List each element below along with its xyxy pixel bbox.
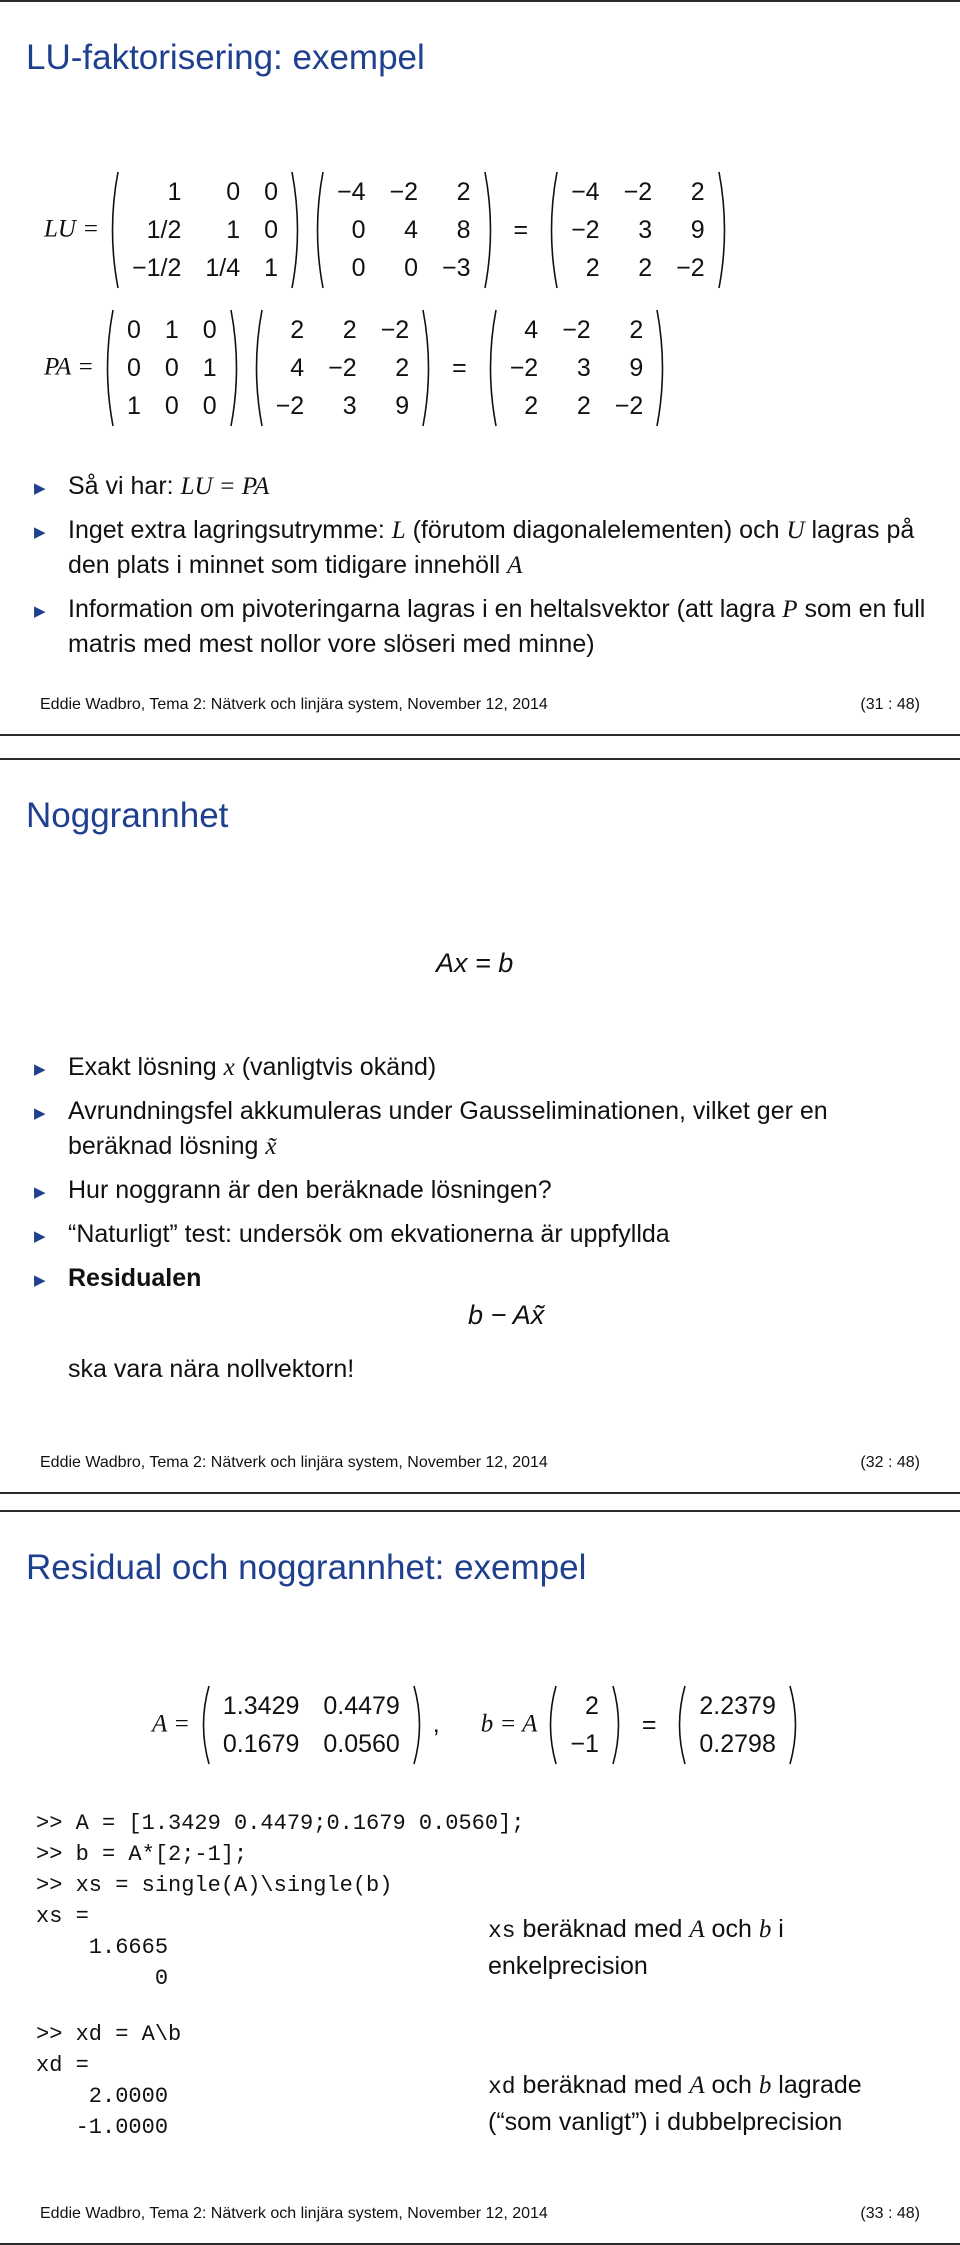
matrix-cell: −2 — [571, 215, 600, 244]
bullet-item: ▶ Avrundningsfel akkumuleras under Gausseliminationen, vilket ger en beräknad lösning x̃ — [68, 1094, 930, 1164]
matrix-cell: 2 — [290, 315, 305, 344]
matrix-cell: −2 — [275, 391, 305, 420]
matrix-cell: 1/4 — [205, 253, 241, 282]
matrix-cell: −1 — [570, 1729, 599, 1758]
slide-title: Noggrannhet — [26, 796, 229, 835]
matrix-grid — [558, 1687, 611, 1763]
footer-text: Eddie Wadbro, Tema 2: Nätverk och linjära system, November 12, 2014 — [40, 696, 548, 713]
equals-sign: = — [452, 353, 467, 382]
pa-equation — [44, 308, 669, 428]
matrix-grid — [264, 311, 422, 425]
slide-32 — [0, 758, 960, 1494]
right-paren — [290, 170, 304, 290]
system-equation: Ax = b — [436, 948, 514, 978]
matlab-code-single: >> A = [1.3429 0.4479;0.1679 0.0560]; >> b = A*[2;-1]; >> xs = single(A)\single(b) xs = 1.6665 0 — [36, 1811, 525, 1991]
bullet-item: ▶ Hur noggrann är den beräknade lösningen? — [68, 1173, 930, 1208]
matrix-cell: −1/2 — [132, 253, 182, 282]
equals-sign: = — [641, 1710, 657, 1739]
right-paren — [655, 308, 669, 428]
matrix-grid — [115, 311, 229, 425]
matrix-cell: 2 — [524, 391, 539, 420]
matrix-cell: 2 — [395, 353, 410, 382]
slide-31 — [0, 0, 960, 736]
matlab-code-double: >> xd = A\b xd = 2.0000 -1.0000 — [36, 2022, 182, 2140]
bullet-item: ▶ Inget extra lagringsutrymme: L (förutom diagonalelementen) och U lagras på den plats i minnet som tidigare innehöll A — [68, 513, 930, 583]
matrix-cell: −4 — [337, 177, 366, 206]
left-paren — [311, 170, 325, 290]
matrix-cell: 4 — [404, 215, 419, 244]
right-paren — [611, 1684, 625, 1766]
residual-expression: b − Ax̃ — [468, 1300, 545, 1330]
matrix-cell: 2 — [629, 315, 644, 344]
matrix-cell: 0 — [351, 215, 366, 244]
matrix-cell: 2 — [585, 253, 600, 282]
matrix-grid — [120, 173, 290, 287]
footer-text: Eddie Wadbro, Tema 2: Nätverk och linjära system, November 12, 2014 — [40, 2205, 548, 2222]
matrix-cell: −2 — [562, 315, 591, 344]
example-definition — [152, 1684, 802, 1766]
matrix-cell: 0.1679 — [222, 1729, 300, 1758]
slide-footer — [40, 2205, 920, 2223]
matrix-cell: 1 — [167, 177, 182, 206]
matrix-cell: 1 — [126, 391, 141, 420]
bullet-list — [68, 1050, 930, 1305]
matrix-cell: 3 — [342, 391, 357, 420]
matrix-cell: 2 — [584, 1691, 599, 1720]
matrix-cell: 1 — [164, 315, 179, 344]
page-number: (33 : 48) — [860, 2205, 920, 2222]
matrix-cell: −2 — [509, 353, 539, 382]
left-paren — [197, 1684, 211, 1766]
comma: , — [432, 1709, 440, 1738]
matrix-cell: 0 — [264, 215, 279, 244]
bullet-item: ▶ Information om pivoteringarna lagras i en heltalsvektor (att lagra P som en full matris med mest nollor vore slöseri med minne) — [68, 592, 930, 662]
matrix-cell: 0 — [226, 177, 241, 206]
matrix-cell: −2 — [328, 353, 357, 382]
left-paren — [545, 170, 559, 290]
equals-sign: = — [513, 215, 529, 244]
matrix-cell: 0 — [164, 391, 179, 420]
left-paren — [544, 1684, 558, 1766]
matrix-cell: 2 — [576, 391, 591, 420]
matrix-cell: 1 — [226, 215, 241, 244]
matrix-cell: 1 — [202, 353, 217, 382]
matrix-cell: 9 — [690, 215, 705, 244]
matrix-cell: 1 — [264, 253, 279, 282]
slide-footer — [40, 696, 920, 714]
matrix-cell: 0.0560 — [323, 1729, 400, 1758]
matrix-cell: −2 — [389, 177, 419, 206]
bullet-item: ▶ Exakt lösning x (vanligtvis okänd) — [68, 1050, 930, 1085]
matrix-cell: 0 — [126, 353, 141, 382]
matrix-grid — [498, 311, 656, 425]
matrix-A — [250, 308, 436, 428]
matrix-cell: 1/2 — [146, 215, 182, 244]
matrix-L — [106, 170, 304, 290]
matrix-cell: 0 — [351, 253, 366, 282]
right-paren — [483, 170, 497, 290]
matrix-cell: 9 — [395, 391, 410, 420]
matrix-grid — [559, 173, 717, 287]
right-paren — [421, 308, 435, 428]
matrix-P — [101, 308, 243, 428]
right-paren — [229, 308, 243, 428]
matrix-cell: 0.4479 — [323, 1691, 400, 1720]
slide-33 — [0, 1510, 960, 2245]
matrix-PA-result — [484, 308, 670, 428]
matrix-cell: 0 — [404, 253, 419, 282]
matrix-cell: 0 — [202, 315, 217, 344]
matrix-cell: 3 — [638, 215, 653, 244]
page-number: (31 : 48) — [860, 696, 920, 713]
bullet-item: ▶ “Naturligt” test: undersök om ekvationerna är uppfyllda — [68, 1217, 930, 1252]
matrix-cell: 0 — [264, 177, 279, 206]
slide-title: Residual och noggrannhet: exempel — [26, 1548, 587, 1587]
matrix-cell: 2.2379 — [699, 1691, 776, 1720]
bullet-item: ▶ Residualen — [68, 1261, 930, 1296]
matrix-grid — [325, 173, 483, 287]
right-paren — [717, 170, 731, 290]
slide-title: LU-faktorisering: exempel — [26, 38, 425, 77]
matrix-grid — [211, 1687, 412, 1763]
lu-equation — [44, 170, 731, 290]
matrix-U — [311, 170, 497, 290]
matrix-cell: −2 — [380, 315, 410, 344]
matrix-cell: 0 — [202, 391, 217, 420]
matrix-cell: 2 — [638, 253, 653, 282]
slide-footer — [40, 1454, 920, 1472]
matrix-cell: 2 — [456, 177, 471, 206]
matrix-cell: 9 — [629, 353, 644, 382]
vector-b — [673, 1684, 801, 1766]
note-double-precision: xd beräknad med A och b lagrade (“som vanligt”) i dubbelprecision — [488, 2071, 862, 2136]
left-paren — [250, 308, 264, 428]
footer-text: Eddie Wadbro, Tema 2: Nätverk och linjära system, November 12, 2014 — [40, 1454, 548, 1471]
matrix-cell: 8 — [456, 215, 471, 244]
b-label: b = A — [480, 1710, 538, 1738]
matrix-cell: 1.3429 — [222, 1691, 300, 1720]
matrix-cell: −4 — [571, 177, 600, 206]
matrix-cell: 0 — [164, 353, 179, 382]
left-paren — [106, 170, 120, 290]
right-paren — [412, 1684, 426, 1766]
right-paren — [788, 1684, 802, 1766]
matrix-cell: 4 — [290, 353, 305, 382]
vector-x — [544, 1684, 625, 1766]
lu-label: LU = — [44, 215, 100, 243]
matrix-cell: −2 — [614, 391, 644, 420]
A-label: A = — [152, 1710, 190, 1738]
matrix-A — [197, 1684, 426, 1766]
pa-label: PA = — [44, 353, 94, 381]
matrix-cell: 2 — [690, 177, 705, 206]
matrix-cell: −3 — [442, 253, 471, 282]
closing-text: ska vara nära nollvektorn! — [68, 1355, 355, 1383]
note-single-precision: xs beräknad med A och b i enkelprecision — [488, 1915, 784, 1980]
left-paren — [673, 1684, 687, 1766]
matrix-cell: −2 — [676, 253, 705, 282]
left-paren — [484, 308, 498, 428]
left-paren — [101, 308, 115, 428]
matrix-cell: 2 — [342, 315, 357, 344]
matrix-cell: 0.2798 — [699, 1729, 776, 1758]
matrix-cell: 3 — [576, 353, 591, 382]
matrix-cell: −2 — [623, 177, 653, 206]
bullet-list — [68, 469, 930, 671]
matrix-cell: 4 — [524, 315, 539, 344]
matrix-LU-result — [545, 170, 731, 290]
matrix-grid — [687, 1687, 787, 1763]
bullet-item: ▶ Så vi har: LU = PA — [68, 469, 930, 504]
matrix-cell: 0 — [126, 315, 141, 344]
page-number: (32 : 48) — [860, 1454, 920, 1471]
